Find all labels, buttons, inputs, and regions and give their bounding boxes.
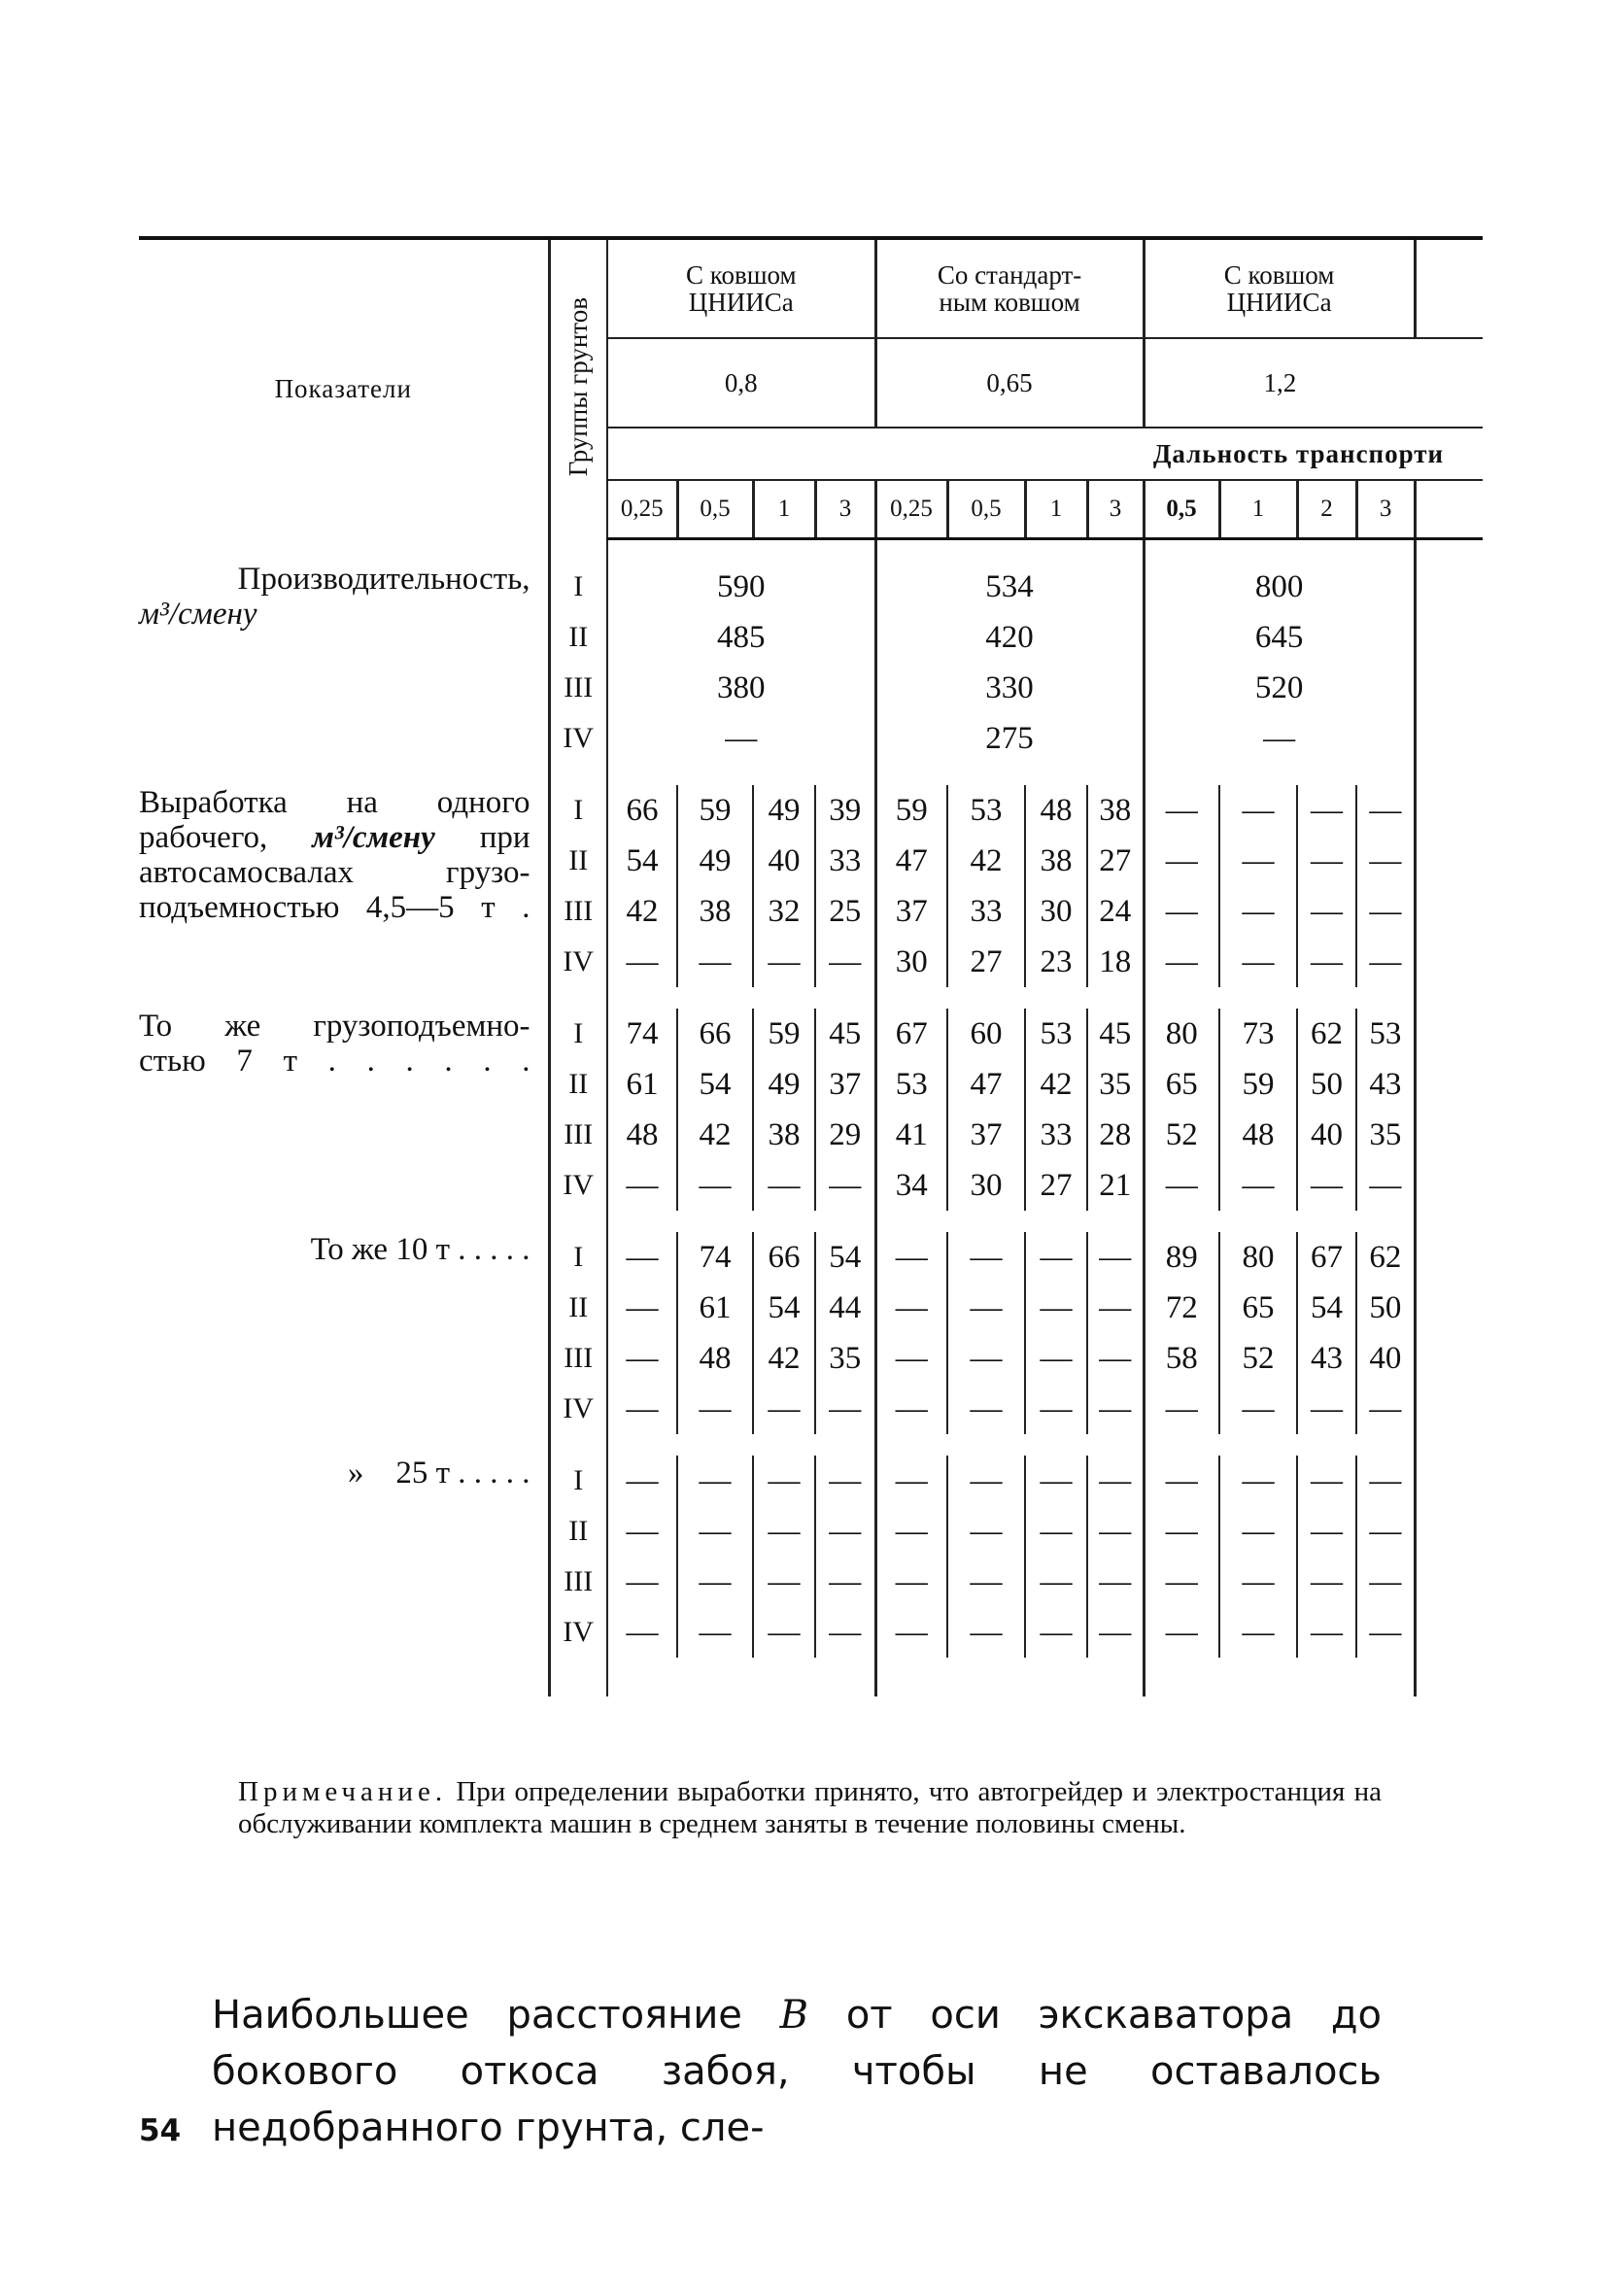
distance-cell: 2 [1297, 480, 1356, 539]
value-cell: — [753, 1384, 815, 1434]
value-cell: — [815, 1456, 875, 1506]
merged-value-cell: 420 [875, 612, 1144, 663]
value-cell: 66 [626, 792, 659, 828]
soil-group-cell: III [549, 1557, 607, 1607]
value-cell: 62 [1356, 1232, 1415, 1283]
merged-value-cell: 520 [1144, 663, 1415, 713]
soil-groups-label: Группы грунтов [563, 297, 593, 477]
value-cell: 40 [1356, 1333, 1415, 1384]
value-cell: — [1144, 1557, 1219, 1607]
value-cell: 59 [677, 785, 753, 836]
value-cell: — [1025, 1232, 1087, 1283]
distance-cell: 0,5 [947, 480, 1025, 539]
value-cell: — [626, 1340, 659, 1376]
merged-value-cell: 534 [875, 562, 1144, 612]
value-cell: — [1219, 886, 1297, 937]
row-label-line: стью 7 т . . . . . . [139, 1044, 530, 1079]
value-cell: 80 [1144, 1009, 1219, 1059]
soil-group-cell: I [549, 1009, 607, 1059]
value-cell: — [1356, 785, 1415, 836]
value-cell: — [875, 1232, 947, 1283]
soil-group-cell: I [549, 1456, 607, 1506]
value-cell: — [875, 1384, 947, 1434]
value-cell: 74 [677, 1232, 753, 1283]
soil-group-cell: IV [549, 713, 607, 764]
value-cell: 65 [1144, 1059, 1219, 1110]
value-cell: — [1297, 1384, 1356, 1434]
value-cell: — [1219, 785, 1297, 836]
value-cell: 35 [1087, 1059, 1144, 1110]
value-cell: 30 [947, 1160, 1025, 1211]
value-cell: — [1297, 886, 1356, 937]
soil-group-cell: II [549, 1283, 607, 1333]
value-cell: — [815, 1557, 875, 1607]
value-cell: — [1025, 1384, 1087, 1434]
table-row [139, 785, 1483, 836]
value-cell: 38 [1087, 785, 1144, 836]
value-cell: 40 [753, 836, 815, 886]
value-cell: 59 [1219, 1059, 1297, 1110]
value-cell: — [626, 1390, 659, 1426]
value-cell: 53 [1356, 1009, 1415, 1059]
value-cell: 58 [1144, 1333, 1219, 1384]
value-cell: 72 [1144, 1283, 1219, 1333]
value-cell: 74 [626, 1015, 659, 1051]
value-cell: — [1356, 1607, 1415, 1658]
capacity-3: 1,2 [1144, 338, 1415, 428]
row-label [139, 1232, 549, 1434]
value-cell: 35 [815, 1333, 875, 1384]
value-cell: — [677, 1456, 753, 1506]
soil-group-cell: IV [549, 1607, 607, 1658]
value-cell: 21 [1087, 1160, 1144, 1211]
body-text-part1: Наибольшее расстояние [212, 1993, 780, 2038]
value-cell: — [947, 1456, 1025, 1506]
value-cell: 29 [815, 1110, 875, 1160]
value-cell: 30 [875, 937, 947, 987]
value-cell: 18 [1087, 937, 1144, 987]
row-label-line: » 25 т . . . . . [347, 1456, 530, 1491]
value-cell: — [677, 1506, 753, 1557]
value-cell: 37 [815, 1059, 875, 1110]
value-cell: 38 [753, 1110, 815, 1160]
value-cell: 42 [626, 893, 659, 929]
capacity-1: 0,8 [607, 338, 875, 428]
value-cell: 53 [875, 1059, 947, 1110]
value-cell: 48 [1219, 1110, 1297, 1160]
value-cell: 54 [677, 1059, 753, 1110]
table-row [139, 1456, 1483, 1506]
soil-group-cell: III [549, 663, 607, 713]
value-cell: — [875, 1506, 947, 1557]
value-cell: 32 [753, 886, 815, 937]
value-cell: — [875, 1557, 947, 1607]
value-cell: — [1297, 1557, 1356, 1607]
value-cell: — [753, 1506, 815, 1557]
value-cell: 38 [677, 886, 753, 937]
merged-value-cell: 800 [1144, 562, 1415, 612]
note-text: При определении выработки принято, что автогрейдер и электростанция на обслуживании комплекта машин в среднем заняты в течение половины смены. [238, 1776, 1382, 1839]
value-cell: — [815, 1384, 875, 1434]
value-cell: 52 [1219, 1333, 1297, 1384]
value-cell: — [1219, 1456, 1297, 1506]
value-cell: — [1087, 1557, 1144, 1607]
value-cell: — [1219, 1607, 1297, 1658]
value-cell: — [947, 1384, 1025, 1434]
row-label-line: автосамосвалах грузо- [139, 855, 530, 890]
row-label [139, 1456, 549, 1658]
value-cell: — [677, 1557, 753, 1607]
soil-group-cell: II [549, 612, 607, 663]
merged-value-cell: — [725, 720, 758, 756]
value-cell: 25 [815, 886, 875, 937]
value-cell: — [1356, 1456, 1415, 1506]
value-cell: 37 [947, 1110, 1025, 1160]
table-note [238, 1776, 1382, 1840]
value-cell: — [626, 943, 659, 979]
row-label-line: подъемностью 4,5—5 т . [139, 890, 530, 925]
value-cell: — [1356, 886, 1415, 937]
value-cell: 48 [677, 1333, 753, 1384]
value-cell: 66 [677, 1009, 753, 1059]
value-cell: — [947, 1607, 1025, 1658]
value-cell: 60 [947, 1009, 1025, 1059]
value-cell: 42 [947, 836, 1025, 886]
soil-group-cell: IV [549, 937, 607, 987]
value-cell: — [1087, 1384, 1144, 1434]
spacer-row [139, 764, 1483, 785]
value-cell: — [1025, 1456, 1087, 1506]
value-cell: — [1297, 1506, 1356, 1557]
spacer-row [139, 1211, 1483, 1232]
value-cell: — [1025, 1283, 1087, 1333]
page-number: 54 [139, 2113, 182, 2148]
value-cell: 67 [875, 1009, 947, 1059]
value-cell: — [753, 1607, 815, 1658]
value-cell: — [1025, 1607, 1087, 1658]
value-cell: — [1025, 1333, 1087, 1384]
value-cell: — [1356, 1384, 1415, 1434]
table-row [139, 1232, 1483, 1283]
value-cell: — [753, 937, 815, 987]
value-cell: — [1219, 1506, 1297, 1557]
distance-cell: 0,5 [677, 480, 753, 539]
value-cell: — [1144, 785, 1219, 836]
value-cell: — [677, 937, 753, 987]
category-3-header: С ковшом ЦНИИСа [1144, 238, 1415, 338]
value-cell: 43 [1297, 1333, 1356, 1384]
value-cell: — [626, 1289, 659, 1325]
distance-cell: 3 [815, 480, 875, 539]
soil-group-cell: II [549, 1506, 607, 1557]
row-label-line: Выработка на одного [139, 785, 530, 820]
value-cell: — [1087, 1283, 1144, 1333]
soil-groups-header [549, 238, 607, 539]
value-cell: — [815, 1160, 875, 1211]
merged-value-cell: — [1144, 713, 1415, 764]
value-cell: 27 [947, 937, 1025, 987]
value-cell: 50 [1297, 1059, 1356, 1110]
value-cell: 30 [1025, 886, 1087, 937]
value-cell: 50 [1356, 1283, 1415, 1333]
distance-cell: 1 [753, 480, 815, 539]
row-label [139, 1009, 549, 1211]
value-cell: — [753, 1160, 815, 1211]
value-cell: — [626, 1563, 659, 1599]
value-cell: 37 [875, 886, 947, 937]
spacer-row [139, 1434, 1483, 1456]
value-cell: — [947, 1333, 1025, 1384]
body-text-part2: от оси экскаватора до бокового откоса забоя, чтобы не оставалось недобранного грунта, сле- [212, 1993, 1382, 2150]
distance-cell: 1 [1219, 480, 1297, 539]
value-cell: 59 [753, 1009, 815, 1059]
value-cell: 59 [875, 785, 947, 836]
value-cell: — [677, 1384, 753, 1434]
value-cell: — [1297, 785, 1356, 836]
value-cell: — [875, 1283, 947, 1333]
row-label-line: Производительность, [237, 562, 530, 597]
value-cell: 42 [753, 1333, 815, 1384]
merged-value-cell: 590 [717, 568, 766, 604]
value-cell: — [1219, 1384, 1297, 1434]
soil-group-cell: III [549, 886, 607, 937]
body-variable: В [779, 1993, 809, 2038]
value-cell: — [1356, 1506, 1415, 1557]
value-cell: — [626, 1239, 659, 1275]
distance-label: Дальность транспорти [607, 428, 1483, 480]
value-cell: — [1144, 1456, 1219, 1506]
soil-group-cell: IV [549, 1160, 607, 1211]
value-cell: — [753, 1456, 815, 1506]
value-cell: — [1356, 1557, 1415, 1607]
value-cell: — [1356, 1160, 1415, 1211]
value-cell: — [1297, 836, 1356, 886]
value-cell: — [1297, 1160, 1356, 1211]
value-cell: 54 [626, 842, 659, 878]
category-2-header: Со стандарт-ным ковшом [875, 238, 1144, 338]
value-cell: 40 [1297, 1110, 1356, 1160]
soil-group-cell: I [549, 562, 607, 612]
value-cell: — [875, 1607, 947, 1658]
row-label-line: То же 10 т . . . . . [310, 1232, 530, 1267]
soil-group-cell: III [549, 1110, 607, 1160]
value-cell: — [1025, 1557, 1087, 1607]
value-cell: — [677, 1160, 753, 1211]
merged-value-cell: 330 [875, 663, 1144, 713]
soil-group-cell: III [549, 1333, 607, 1384]
value-cell: — [1297, 1607, 1356, 1658]
merged-value-cell: 485 [717, 619, 766, 655]
note-title: Примечание. [238, 1776, 448, 1807]
value-cell: — [1144, 1160, 1219, 1211]
distance-cell: 3 [1356, 480, 1415, 539]
row-label-line: То же грузоподъемно- [139, 1009, 530, 1044]
value-cell: — [947, 1506, 1025, 1557]
row-label-unit: м³/смену [139, 597, 257, 632]
value-cell: 34 [875, 1160, 947, 1211]
value-cell: — [1297, 937, 1356, 987]
value-cell: 41 [875, 1110, 947, 1160]
value-cell: — [753, 1557, 815, 1607]
value-cell: 39 [815, 785, 875, 836]
merged-value-cell: 380 [717, 669, 766, 705]
value-cell: 24 [1087, 886, 1144, 937]
value-cell: — [626, 1614, 659, 1650]
value-cell: — [1219, 836, 1297, 886]
value-cell: 33 [1025, 1110, 1087, 1160]
value-cell: 27 [1025, 1160, 1087, 1211]
excavator-productivity-table [139, 236, 1483, 1696]
value-cell: — [1025, 1506, 1087, 1557]
value-cell: — [1087, 1232, 1144, 1283]
value-cell: — [815, 1506, 875, 1557]
distance-cell: 0,25 [607, 480, 677, 539]
value-cell: 49 [677, 836, 753, 886]
spacer-row [139, 1658, 1483, 1696]
value-cell: 33 [815, 836, 875, 886]
value-cell: 42 [677, 1110, 753, 1160]
value-cell: — [1356, 836, 1415, 886]
indicators-header: Показатели [139, 238, 549, 539]
value-cell: — [626, 1167, 659, 1203]
value-cell: — [1087, 1333, 1144, 1384]
value-cell: 27 [1087, 836, 1144, 886]
value-cell: — [815, 1607, 875, 1658]
value-cell: 42 [1025, 1059, 1087, 1110]
value-cell: — [1087, 1456, 1144, 1506]
value-cell: 45 [1087, 1009, 1144, 1059]
row-label-line: рабочего, м³/смену при [139, 820, 530, 855]
value-cell: 61 [626, 1066, 659, 1102]
value-cell: 80 [1219, 1232, 1297, 1283]
value-cell: 67 [1297, 1232, 1356, 1283]
table-row [139, 1009, 1483, 1059]
value-cell: — [1297, 1456, 1356, 1506]
value-cell: 44 [815, 1283, 875, 1333]
value-cell: 49 [753, 1059, 815, 1110]
spacer-row [139, 987, 1483, 1009]
value-cell: — [1144, 1384, 1219, 1434]
value-cell: 54 [815, 1232, 875, 1283]
value-cell: 66 [753, 1232, 815, 1283]
row-label [139, 785, 549, 987]
value-cell: — [1087, 1607, 1144, 1658]
value-cell: 35 [1356, 1110, 1415, 1160]
value-cell: — [677, 1607, 753, 1658]
value-cell: — [875, 1456, 947, 1506]
value-cell: — [1356, 937, 1415, 987]
value-cell: — [626, 1462, 659, 1498]
value-cell: — [1144, 886, 1219, 937]
value-cell: — [947, 1283, 1025, 1333]
category-1-header: С ковшом ЦНИИСа [607, 238, 875, 338]
value-cell: 49 [753, 785, 815, 836]
distance-cell: 0,5 [1144, 480, 1219, 539]
value-cell: 89 [1144, 1232, 1219, 1283]
value-cell: — [947, 1232, 1025, 1283]
value-cell: 48 [626, 1116, 659, 1152]
value-cell: — [1144, 937, 1219, 987]
soil-group-cell: IV [549, 1384, 607, 1434]
value-cell: 54 [753, 1283, 815, 1333]
value-cell: — [1219, 1160, 1297, 1211]
value-cell: — [1144, 1607, 1219, 1658]
value-cell: 65 [1219, 1283, 1297, 1333]
merged-value-cell: 645 [1144, 612, 1415, 663]
value-cell: — [815, 937, 875, 987]
value-cell: — [626, 1513, 659, 1549]
capacity-2: 0,65 [875, 338, 1144, 428]
value-cell: 38 [1025, 836, 1087, 886]
soil-group-cell: I [549, 785, 607, 836]
value-cell: 33 [947, 886, 1025, 937]
value-cell: — [1087, 1506, 1144, 1557]
value-cell: — [1219, 1557, 1297, 1607]
table-row [139, 562, 1483, 612]
value-cell: — [1144, 836, 1219, 886]
value-cell: 23 [1025, 937, 1087, 987]
body-paragraph [212, 1987, 1382, 2156]
table-body [139, 539, 1483, 1697]
merged-value-cell: 275 [875, 713, 1144, 764]
value-cell: 48 [1025, 785, 1087, 836]
soil-group-cell: II [549, 836, 607, 886]
value-cell: 52 [1144, 1110, 1219, 1160]
value-cell: 47 [875, 836, 947, 886]
value-cell: 61 [677, 1283, 753, 1333]
distance-cell: 0,25 [875, 480, 947, 539]
value-cell: 53 [1025, 1009, 1087, 1059]
value-cell: — [875, 1333, 947, 1384]
value-cell: — [947, 1557, 1025, 1607]
value-cell: 54 [1297, 1283, 1356, 1333]
value-cell: 53 [947, 785, 1025, 836]
value-cell: 43 [1356, 1059, 1415, 1110]
distance-cell: 3 [1087, 480, 1144, 539]
row-label [139, 562, 549, 764]
soil-group-cell: II [549, 1059, 607, 1110]
value-cell: 45 [815, 1009, 875, 1059]
value-cell: — [1219, 937, 1297, 987]
soil-group-cell: I [549, 1232, 607, 1283]
value-cell: 47 [947, 1059, 1025, 1110]
distance-cell: 1 [1025, 480, 1087, 539]
value-cell: 73 [1219, 1009, 1297, 1059]
spacer-row [139, 539, 1483, 563]
value-cell: — [1144, 1506, 1219, 1557]
value-cell: 28 [1087, 1110, 1144, 1160]
value-cell: 62 [1297, 1009, 1356, 1059]
